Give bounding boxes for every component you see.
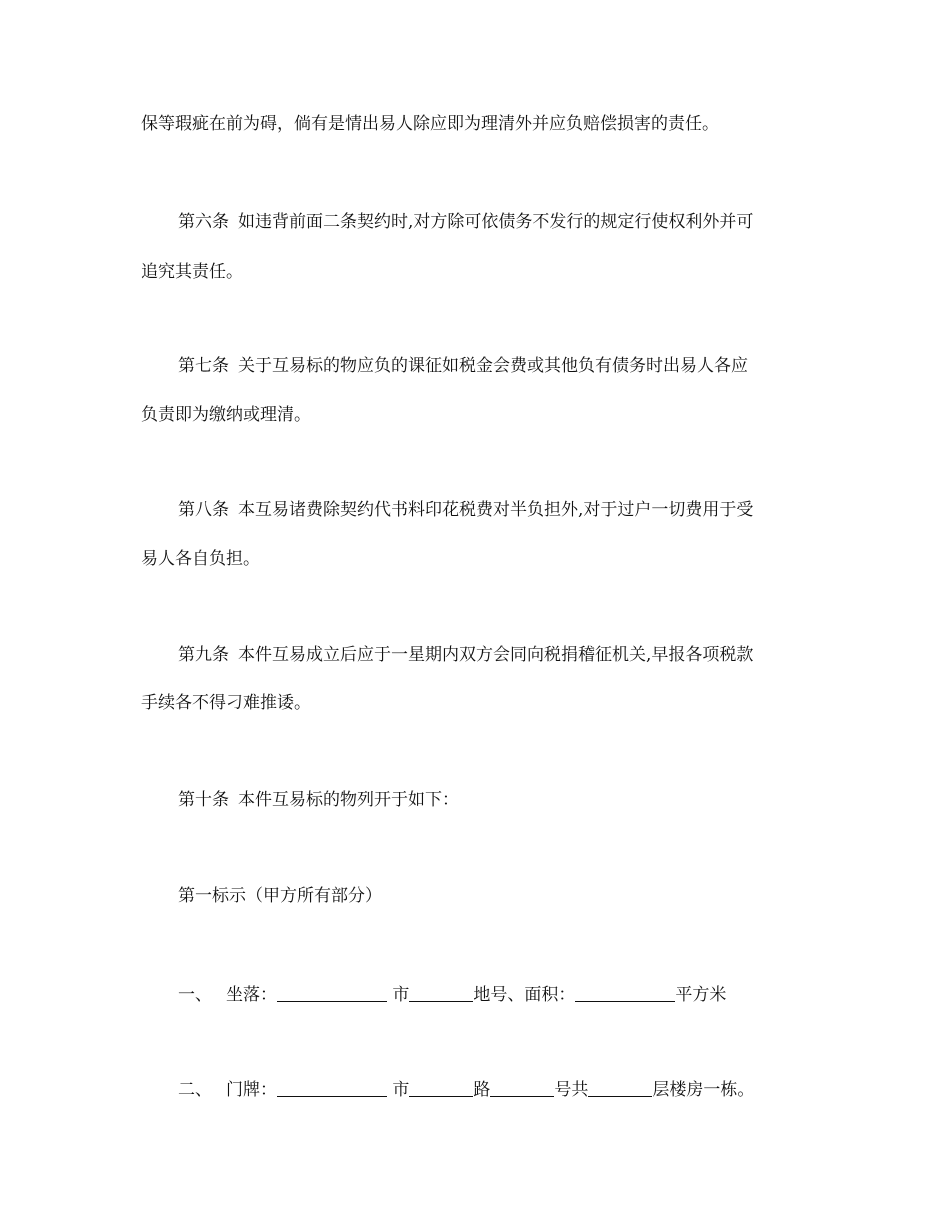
article-6-text: 如违背前面二条契约时,对方除可依债务不发行的规定行使权利外并可 (238, 212, 754, 232)
article-8-line-2 (141, 547, 821, 571)
article-9-text: 本件互易成立后应于一星期内双方会同向税捐稽征机关,早报各项税款 (238, 645, 754, 665)
item-2-label: 门牌： (226, 1080, 277, 1100)
item-2-line (178, 1078, 858, 1102)
text: 保等瑕疵在前为碍，倘有是情出易人除应即为理清外并应负赔偿损害的责任。 (141, 114, 719, 134)
article-9-line-1 (178, 643, 858, 667)
item-2-number: 二、 (178, 1080, 212, 1100)
city-blank[interactable] (409, 983, 473, 1002)
article-9-title: 第九条 (178, 645, 229, 665)
article-10-text: 本件互易标的物列开于如下： (238, 790, 459, 810)
article-10-title: 第十条 (178, 790, 229, 810)
location-blank[interactable] (277, 983, 387, 1002)
item-1-city: 市 (392, 985, 410, 1005)
article-8-text: 本互易诸费除契约代书料印花税费对半负担外,对于过户一切费用于受 (238, 500, 754, 520)
article-6-title: 第六条 (178, 212, 229, 232)
mark-1-heading (178, 884, 858, 908)
article-7-title: 第七条 (178, 356, 229, 376)
article-6-line-1 (178, 210, 858, 234)
article-9-line-2 (141, 691, 821, 715)
mark-1-text: 第一标示（甲方所有部分） (178, 886, 382, 906)
article-7-line-1 (178, 354, 858, 378)
floors-blank[interactable] (588, 1078, 652, 1097)
article-8-title: 第八条 (178, 500, 229, 520)
article-7-line-2 (141, 403, 821, 427)
item-1-label: 坐落： (226, 985, 277, 1005)
item-1-number: 一、 (178, 985, 212, 1005)
item-2-number-text: 号共 (554, 1080, 589, 1100)
item-1-unit: 平方米 (675, 985, 727, 1005)
article-7-text-cont: 负责即为缴纳或理清。 (141, 405, 311, 425)
article-9-text-cont: 手续各不得刁难推诿。 (141, 693, 311, 713)
paragraph-line (141, 112, 821, 136)
article-8-line-1 (178, 498, 858, 522)
area-blank[interactable] (575, 983, 675, 1002)
item-2-city: 市 (392, 1080, 410, 1100)
item-2-building: 层楼房一栋。 (652, 1080, 755, 1100)
item-1-line (178, 983, 858, 1007)
item-2-road: 路 (473, 1080, 491, 1100)
article-10-line (178, 788, 858, 812)
doorplate-blank[interactable] (277, 1078, 387, 1097)
item-1-lot-area: 地号、面积： (473, 985, 576, 1005)
article-7-text: 关于互易标的物应负的课征如税金会费或其他负有债务时出易人各应 (238, 356, 748, 376)
article-8-text-cont: 易人各自负担。 (141, 549, 260, 569)
city-blank-2[interactable] (409, 1078, 473, 1097)
road-blank[interactable] (490, 1078, 554, 1097)
article-6-line-2 (141, 260, 821, 284)
article-6-text-cont: 追究其责任。 (141, 262, 243, 282)
